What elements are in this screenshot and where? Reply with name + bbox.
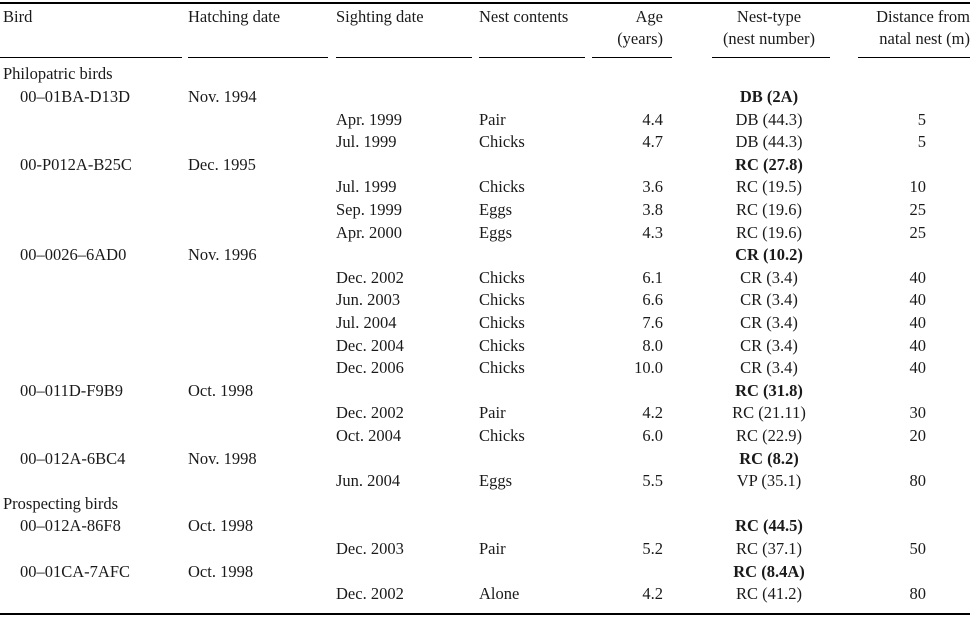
- distance-from-natal-nest: 30: [909, 403, 926, 423]
- header-rule: [188, 57, 328, 58]
- header-age-line2: (years): [617, 29, 663, 48]
- distance-from-natal-nest: 20: [909, 426, 926, 445]
- nest-type: CR (3.4): [740, 335, 798, 355]
- natal-nest-type: RC (8.4A): [733, 561, 805, 581]
- sighting-date: Oct. 2004: [336, 426, 402, 445]
- sighting-date: Dec. 2002: [336, 403, 404, 423]
- nest-type: VP (35.1): [736, 471, 802, 491]
- distance-from-natal-nest: 80: [909, 471, 926, 491]
- age-years: 7.6: [642, 313, 663, 332]
- header-distance-line1: Distance from: [876, 7, 970, 26]
- age-years: 6.0: [642, 426, 663, 445]
- nest-type: RC (37.1): [736, 539, 802, 558]
- nest-type: RC (41.2): [736, 584, 802, 604]
- header-sighting-date: Sighting date: [336, 7, 424, 26]
- natal-nest-type: CR (10.2): [735, 245, 803, 265]
- natal-nest-type: RC (31.8): [735, 380, 803, 400]
- hatching-date: Nov. 1998: [188, 448, 257, 468]
- nest-contents: Chicks: [479, 358, 525, 378]
- nest-contents: Chicks: [479, 177, 525, 197]
- age-years: 8.0: [642, 335, 663, 355]
- nest-type: RC (22.9): [736, 426, 802, 445]
- nest-type: CR (3.4): [740, 313, 798, 332]
- age-years: 4.4: [642, 109, 663, 129]
- header-distance-line2: natal nest (m): [879, 29, 970, 48]
- bird-id: 00–012A-86F8: [20, 516, 121, 536]
- header-rule: [712, 57, 830, 58]
- age-years: 6.1: [642, 267, 663, 287]
- sighting-date: Jul. 2004: [336, 313, 397, 332]
- sighting-date: Dec. 2003: [336, 539, 404, 558]
- bird-id: 00–01BA-D13D: [20, 87, 130, 106]
- distance-from-natal-nest: 25: [909, 222, 926, 242]
- header-rule: [0, 57, 182, 58]
- nest-contents: Chicks: [479, 335, 525, 355]
- age-years: 3.8: [642, 200, 663, 219]
- distance-from-natal-nest: 40: [909, 358, 926, 378]
- age-years: 4.3: [642, 222, 663, 242]
- header-rule: [592, 57, 672, 58]
- header-nest-type: [712, 6, 826, 50]
- nest-type: DB (44.3): [735, 109, 803, 129]
- sighting-date: Dec. 2002: [336, 584, 404, 604]
- nest-contents: Chicks: [479, 313, 525, 332]
- distance-from-natal-nest: 40: [909, 335, 926, 355]
- nest-contents: Pair: [479, 539, 506, 558]
- distance-from-natal-nest: 10: [909, 177, 926, 197]
- group-label-prospecting: Prospecting birds: [3, 493, 119, 513]
- nest-contents: Pair: [479, 109, 506, 129]
- age-years: 5.2: [642, 539, 663, 558]
- header-bird: Bird: [3, 7, 33, 26]
- nest-type: CR (3.4): [740, 358, 798, 378]
- natal-nest-type: RC (8.2): [739, 448, 799, 468]
- header-age-line1: Age: [635, 7, 663, 26]
- nest-contents: Chicks: [479, 267, 525, 287]
- age-years: 6.6: [642, 290, 663, 310]
- nest-contents: Chicks: [479, 132, 525, 152]
- bird-id: 00–01CA-7AFC: [20, 561, 131, 581]
- distance-from-natal-nest: 25: [909, 200, 926, 219]
- bird-id: 00–0026–6AD0: [20, 245, 127, 265]
- natal-nest-type: RC (44.5): [735, 516, 803, 536]
- nest-type: RC (19.5): [736, 177, 802, 197]
- age-years: 3.6: [642, 177, 663, 197]
- header-rule: [479, 57, 585, 58]
- nest-type: CR (3.4): [740, 267, 798, 287]
- bird-id: 00–012A-6BC4: [20, 448, 126, 468]
- nest-contents: Eggs: [479, 471, 512, 491]
- header-distance: [858, 6, 970, 50]
- distance-from-natal-nest: 40: [909, 267, 926, 287]
- bird-id: 00-P012A-B25C: [20, 154, 132, 174]
- age-years: 4.2: [642, 584, 663, 604]
- age-years: 5.5: [642, 471, 663, 491]
- header-rule: [858, 57, 970, 58]
- sighting-date: Dec. 2004: [336, 335, 404, 355]
- nest-contents: Eggs: [479, 200, 512, 219]
- nest-contents: Alone: [479, 584, 520, 604]
- header-rule: [336, 57, 472, 58]
- header-nest-type-line2: (nest number): [722, 29, 816, 48]
- sighting-date: Jun. 2003: [336, 290, 401, 310]
- hatching-date: Oct. 1998: [188, 516, 254, 536]
- hatching-date: Oct. 1998: [188, 561, 254, 581]
- natal-nest-type: DB (2A): [739, 87, 799, 106]
- distance-from-natal-nest: 40: [909, 290, 926, 310]
- nest-contents: Eggs: [479, 222, 512, 242]
- distance-from-natal-nest: 5: [917, 132, 926, 152]
- hatching-date: Nov. 1994: [188, 87, 257, 106]
- nest-contents: Pair: [479, 403, 506, 423]
- bird-id: 00–011D-F9B9: [20, 380, 123, 400]
- hatching-date: Oct. 1998: [188, 380, 254, 400]
- age-years: 4.2: [642, 403, 663, 423]
- nest-type: RC (21.11): [732, 403, 806, 423]
- nest-contents: Chicks: [479, 426, 525, 445]
- header-nest-type-line1: Nest-type: [736, 7, 802, 26]
- sighting-date: Jun. 2004: [336, 471, 401, 491]
- sighting-date: Sep. 1999: [336, 200, 402, 219]
- distance-from-natal-nest: 5: [917, 109, 926, 129]
- nest-type: DB (44.3): [735, 132, 803, 152]
- distance-from-natal-nest: 80: [909, 584, 926, 604]
- sighting-date: Jul. 1999: [336, 132, 397, 152]
- nest-type: CR (3.4): [740, 290, 798, 310]
- hatching-date: Dec. 1995: [188, 154, 256, 174]
- age-years: 4.7: [642, 132, 663, 152]
- header-age: [592, 6, 663, 50]
- header-hatching-date: Hatching date: [188, 7, 281, 26]
- table-bottom-rule: [0, 613, 970, 615]
- header-nest-contents: Nest contents: [479, 7, 569, 26]
- sighting-date: Dec. 2002: [336, 267, 404, 287]
- distance-from-natal-nest: 50: [909, 539, 926, 558]
- sighting-date: Apr. 2000: [336, 222, 402, 242]
- distance-from-natal-nest: 40: [909, 313, 926, 332]
- table-top-rule: [0, 2, 970, 4]
- age-years: 10.0: [634, 358, 663, 378]
- nest-contents: Chicks: [479, 290, 525, 310]
- sighting-date: Apr. 1999: [336, 109, 402, 129]
- nest-type: RC (19.6): [736, 200, 802, 219]
- group-label-philopatric: Philopatric birds: [3, 64, 113, 83]
- sighting-date: Dec. 2006: [336, 358, 404, 378]
- sighting-date: Jul. 1999: [336, 177, 397, 197]
- natal-nest-type: RC (27.8): [735, 154, 803, 174]
- hatching-date: Nov. 1996: [188, 245, 257, 265]
- nest-type: RC (19.6): [736, 222, 802, 242]
